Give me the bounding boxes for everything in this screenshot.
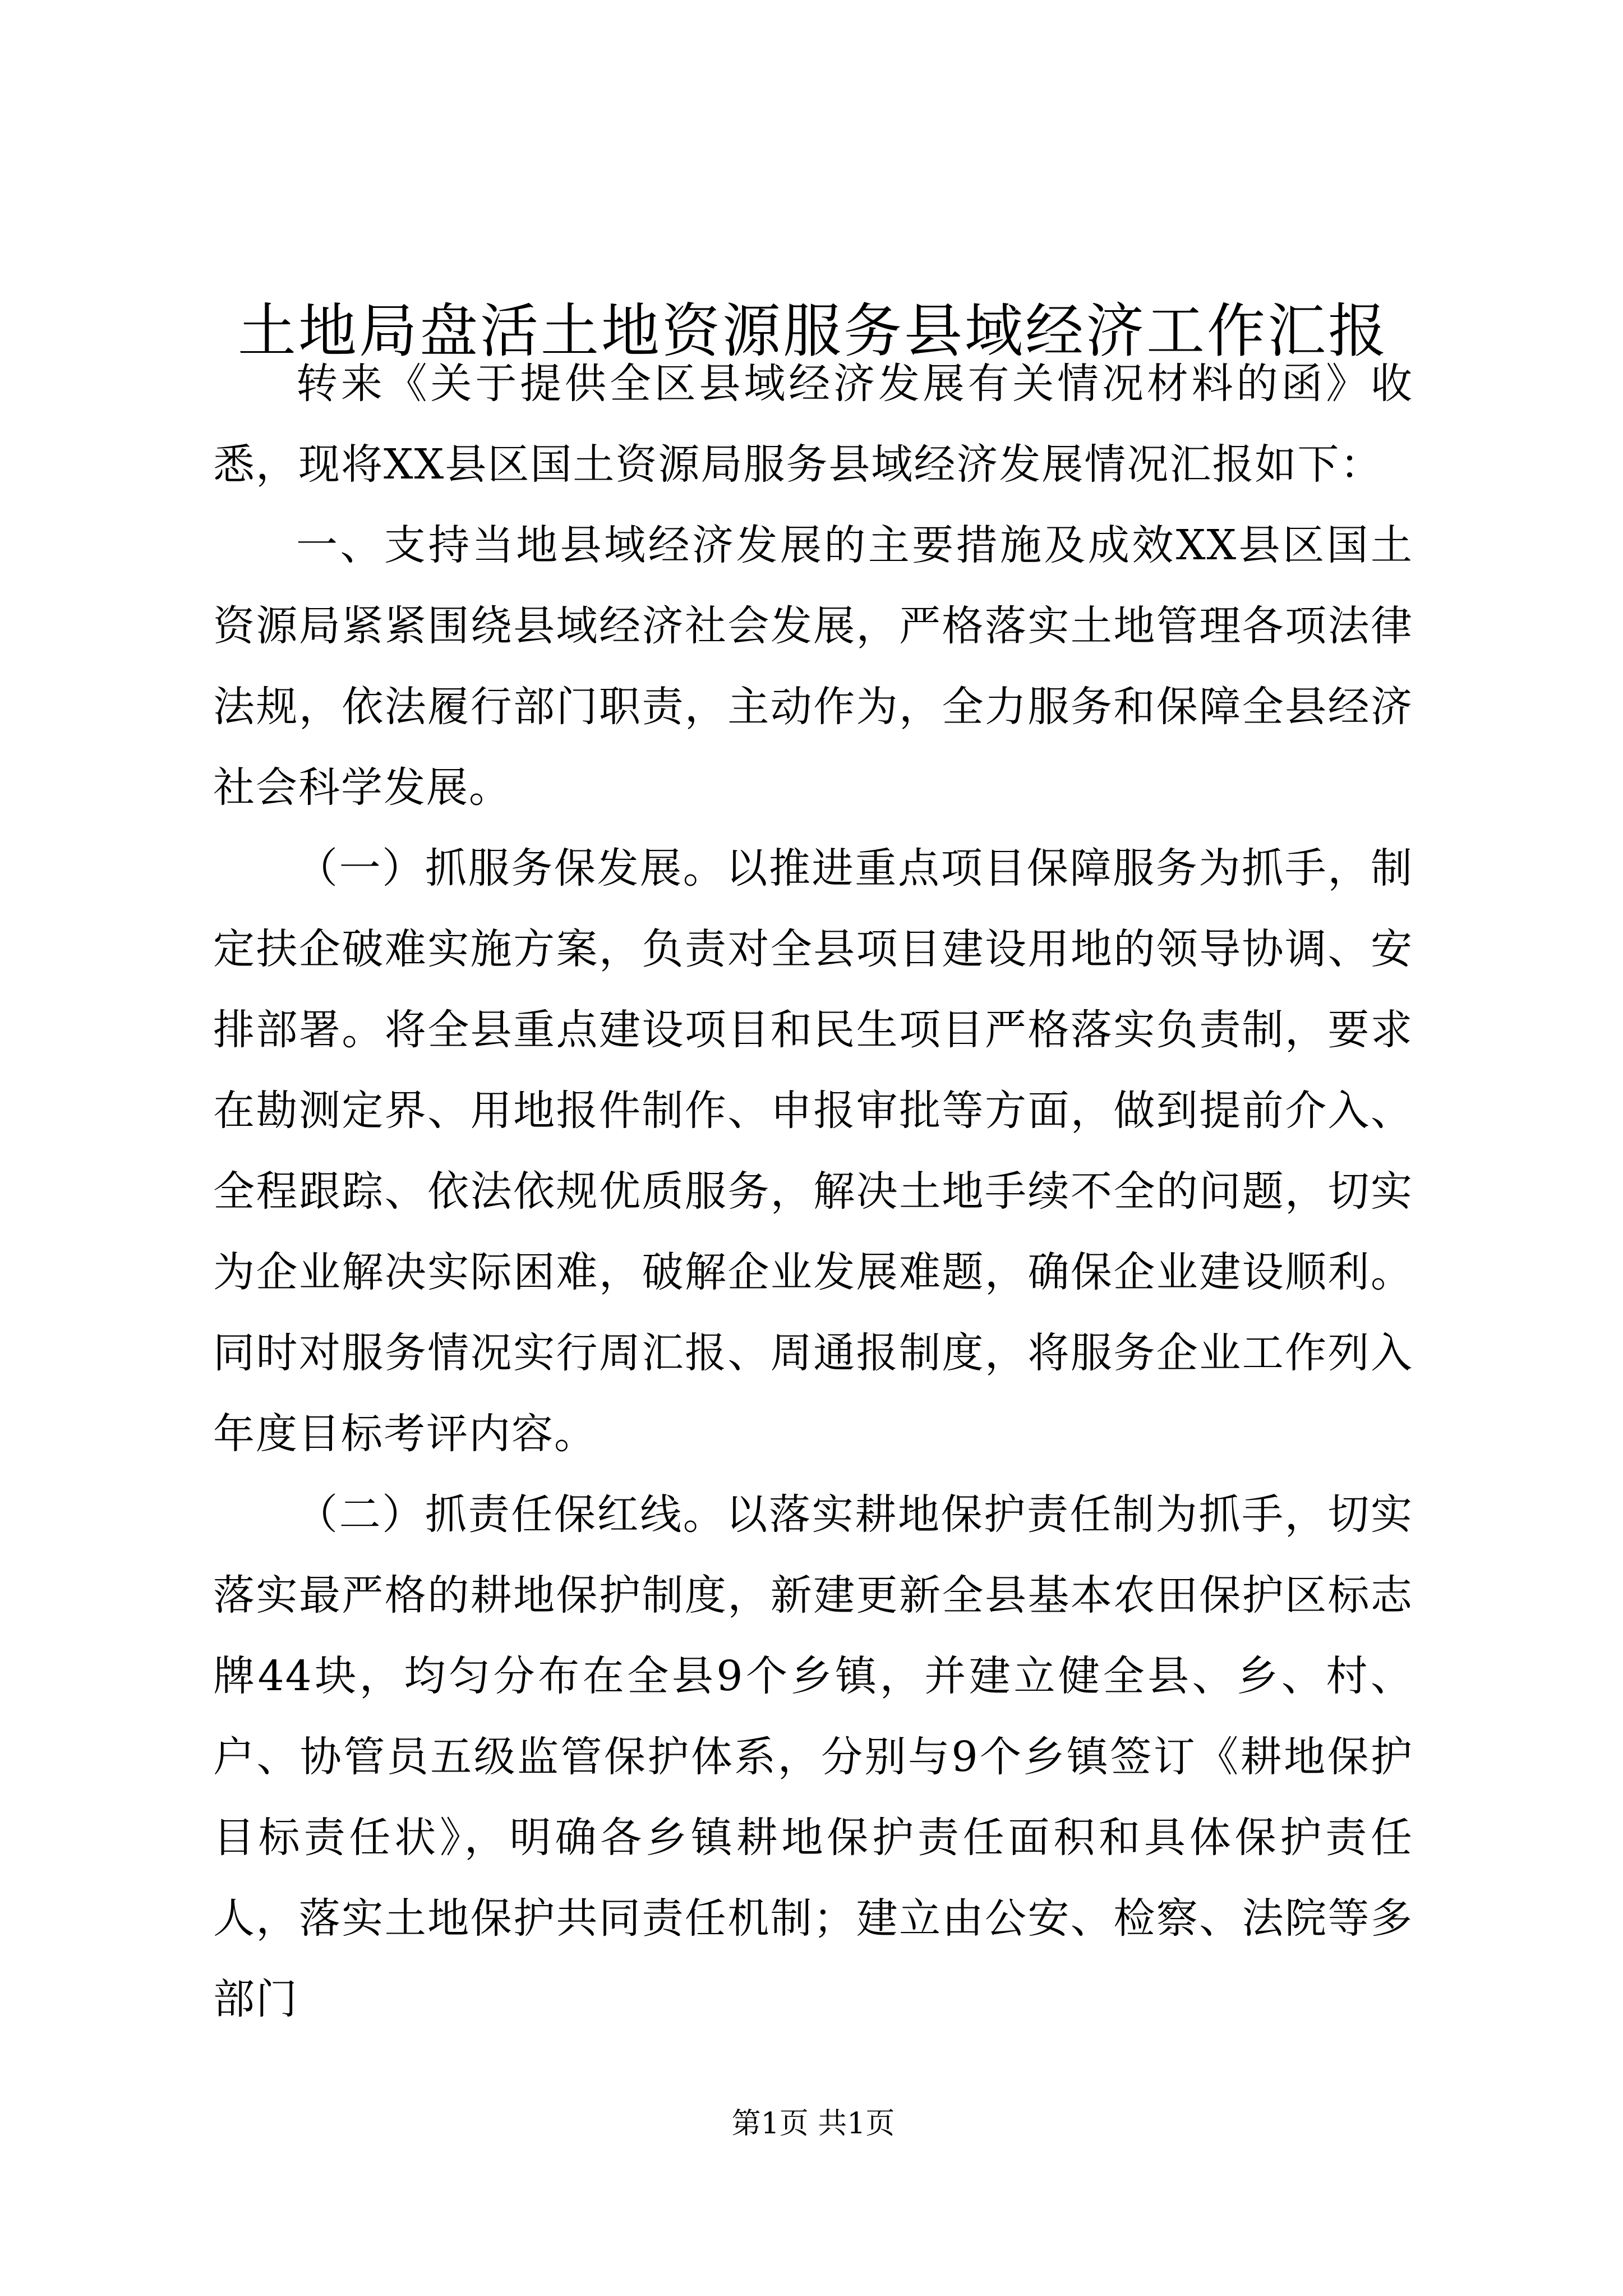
paragraph-intro: 转来《关于提供全区县域经济发展有关情况材料的函》收悉，现将XX县区国土资源局服务县域经济发展情况汇报如下： — [213, 360, 1413, 489]
document-title: 土地局盘活土地资源服务县域经济工作汇报 — [237, 297, 1389, 365]
page-footer: 第1页 共1页 — [731, 2107, 895, 2141]
paragraph-subsection-one: （一）抓服务保发展。以推进重点项目保障服务为抓手，制定扶企破难实施方案，负责对全县项目建设用地的领导协调、安排部署。将全县重点建设项目和民生项目严格落实负责制，要求在勘测定界、用地报件制作、申报审批等方面，做到提前介入、全程跟踪、依法依规优质服务，解决土地手续不全的问题，切实为企业解决实际困难，破解企业发展难题，确保企业建设顺利。同时对服务情况实行周汇报、周通报制度，将服务企业工作列入年度目标考评内容。 — [213, 844, 1413, 1458]
paragraph-section-one: 一、支持当地县域经济发展的主要措施及成效XX县区国土资源局紧紧围绕县域经济社会发展，严格落实土地管理各项法律法规，依法履行部门职责，主动作为，全力服务和保障全县经济社会科学发展。 — [213, 521, 1413, 812]
paragraph-subsection-two: （二）抓责任保红线。以落实耕地保护责任制为抓手，切实落实最严格的耕地保护制度，新建更新全县基本农田保护区标志牌44块，均匀分布在全县9个乡镇，并建立健全县、乡、村、户、协管员五级监管保护体系，分别与9个乡镇签订《耕地保护目标责任状》，明确各乡镇耕地保护责任面积和具体保护责任人，落实土地保护共同责任机制；建立由公安、检察、法院等多部门 — [213, 1490, 1413, 2023]
document-body — [213, 343, 1413, 2040]
